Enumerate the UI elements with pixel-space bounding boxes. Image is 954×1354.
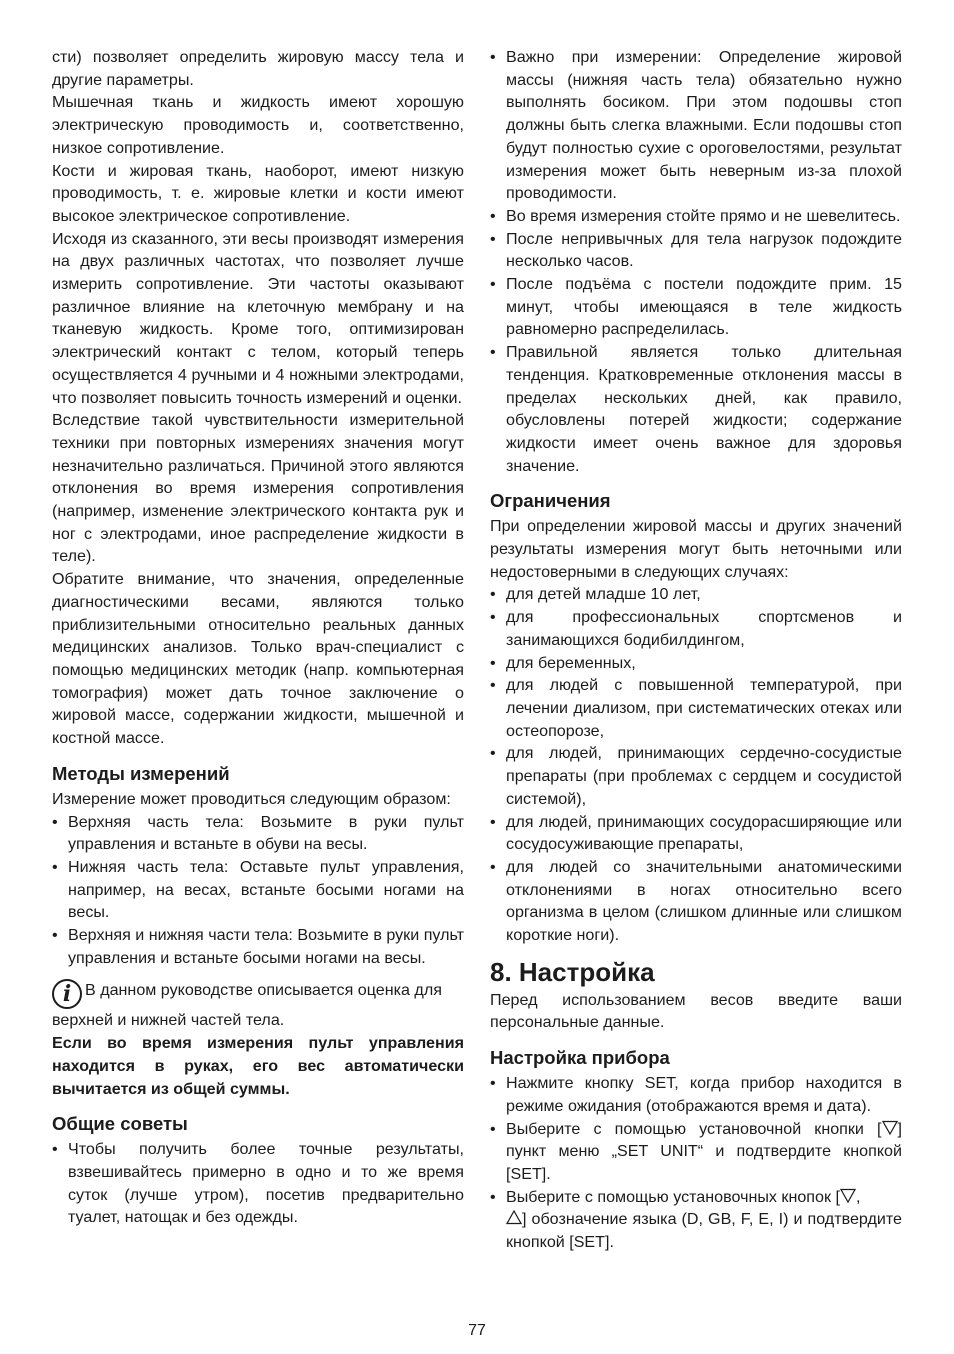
triangle-down-icon: [882, 1120, 898, 1135]
left-column: [52, 46, 464, 1229]
list-item-text: Выберите с помощью установочных кнопок [: [506, 1187, 840, 1206]
list-item: • Правильной является только длительная тенденция. Кратковременные отклонения массы в пределах нескольких дней, как правило, обусловлены потерей жидкости; содержание жидкости имеет очень важное для здоровья значение.: [490, 341, 902, 477]
info-note: [52, 979, 464, 1032]
paragraph: Исходя из сказанного, эти весы производят измерения на двух различных частотах, что позволяет лучше измерить сопротивление. Эти частоты оказывают различное влияние на клеточную мембрану и на тканевую жидкость. Кроме того, оптимизирован электрический контакт с телом, который теперь осуществляется 4 ручными и 4 ножными электродами, что позволяет повысить точность измерений и оценки.: [52, 229, 464, 407]
limits-intro: При определении жировой массы и других значений результаты измерения могут быть неточными или недостоверными в следующих случаях:: [490, 517, 902, 581]
list-item: • Во время измерения стойте прямо и не шевелитесь.: [490, 205, 902, 228]
chapter-heading-setup: 8. Настройка: [490, 956, 655, 987]
list-item: • для людей, принимающих сердечно-сосудистые препараты (при проблемах с сердцем и сосудистой системой),: [490, 742, 902, 810]
right-column: [490, 46, 902, 1254]
list-item: • Важно при измерении: Определение жировой массы (нижняя часть тела) обязательно нужно выполнять босиком. При этом подошвы стоп должны быть слегка влажными. Если подошвы стоп будут полностью сухие с ороговелостями, результат измерения может быть неверным из-за плохой проводимости.: [490, 46, 902, 205]
list-item: • После непривычных для тела нагрузок подождите несколько часов.: [490, 228, 902, 273]
list-item: • Нажмите кнопку SET, когда прибор находится в режиме ожидания (отображаются время и дата).: [490, 1072, 902, 1117]
list-item: • для беременных,: [490, 652, 902, 675]
setup-intro: Перед использованием весов введите ваши персональные данные.: [490, 990, 902, 1032]
list-item: • для людей с повышенной температурой, при лечении диализом, при систематических отеках или остеопорозе,: [490, 674, 902, 742]
section-heading-methods: Методы измерений: [52, 762, 230, 784]
methods-list: [52, 811, 464, 970]
list-item: • Верхняя часть тела: Возьмите в руки пульт управления и встаньте в обуви на весы.: [52, 811, 464, 856]
list-item-text: ,: [855, 1187, 861, 1206]
triangle-up-icon: [506, 1210, 522, 1225]
paragraph: сти) позволяет определить жировую массу тела и другие параметры.: [52, 48, 464, 89]
tips-list-continued: [490, 46, 902, 477]
list-item: • для профессиональных спортсменов и занимающихся бодибилдингом,: [490, 606, 902, 651]
section-heading-tips: Общие советы: [52, 1113, 188, 1135]
page-number: 77: [468, 1322, 486, 1339]
list-item: • Чтобы получить более точные результаты, взвешивайтесь примерно в одно и то же время суток (лучше утром), посетив предварительно туалет, натощак и без одежды.: [52, 1138, 464, 1229]
list-item: [490, 1118, 902, 1186]
device-setup-list: [490, 1072, 902, 1254]
list-item-text: Выберите с помощью установочной кнопки [: [506, 1119, 882, 1138]
list-item: [490, 1186, 902, 1254]
list-item: • После подъёма с постели подождите прим. 15 минут, чтобы имеющаяся в теле жидкость равномерно распределилась.: [490, 273, 902, 341]
list-item-text: ] обозначение языка (D, GB, F, E, I) и подтвердите кнопкой [SET].: [506, 1210, 902, 1252]
paragraph: Мышечная ткань и жидкость имеют хорошую электрическую проводимость и, соответственно, низкое сопротивление.: [52, 93, 464, 157]
limits-list: [490, 583, 902, 946]
info-icon: i: [52, 979, 82, 1009]
list-item: • для детей младше 10 лет,: [490, 583, 902, 606]
bold-note: Если во время измерения пульт управления находится в руках, его вес автоматически вычитается из общей суммы.: [52, 1034, 464, 1098]
list-item: • Нижняя часть тела: Оставьте пульт управления, например, на весах, встаньте босыми ногами на весы.: [52, 856, 464, 924]
section-heading-device-setup: Настройка прибора: [490, 1047, 670, 1069]
methods-intro: Измерение может проводиться следующим образом:: [52, 789, 451, 808]
list-item-text: ] пункт меню „SET UNIT“ и подтвердите кнопкой [SET].: [506, 1119, 902, 1183]
info-text: В данном руководстве описывается оценка для верхней и нижней частей тела.: [52, 981, 442, 1030]
list-item: • Верхняя и нижняя части тела: Возьмите в руки пульт управления и встаньте босыми ногами на весы.: [52, 924, 464, 969]
list-item: • для людей, принимающих сосудорасширяющие или сосудосуживающие препараты,: [490, 811, 902, 856]
paragraph: Обратите внимание, что значения, определенные диагностическими весами, являются только приблизительными относительно реальных данных медицинских анализов. Только врач-специалист с помощью медицинских методик (напр. компьютерная томография) может дать точное заключение о жировой массе, содержании жидкости, мышечной и костной массе.: [52, 570, 464, 748]
tips-list: [52, 1138, 464, 1229]
list-item: • для людей со значительными анатомическими отклонениями в ногах относительно всего организма в целом (слишком длинные или слишком короткие ноги).: [490, 856, 902, 947]
triangle-down-icon: [840, 1188, 856, 1203]
paragraph: Вследствие такой чувствительности измерительной техники при повторных измерениях значения могут незначительно различаться. Причиной этого являются отклонения во время измерения сопротивления (например, изменение электрического контакта рук и ног с электродами, иное распределение жидкости в теле).: [52, 411, 464, 566]
paragraph: Кости и жировая ткань, наоборот, имеют низкую проводимость, т. е. жировые клетки и кости имеют высокое электрическое сопротивление.: [52, 161, 464, 225]
section-heading-limits: Ограничения: [490, 490, 611, 512]
